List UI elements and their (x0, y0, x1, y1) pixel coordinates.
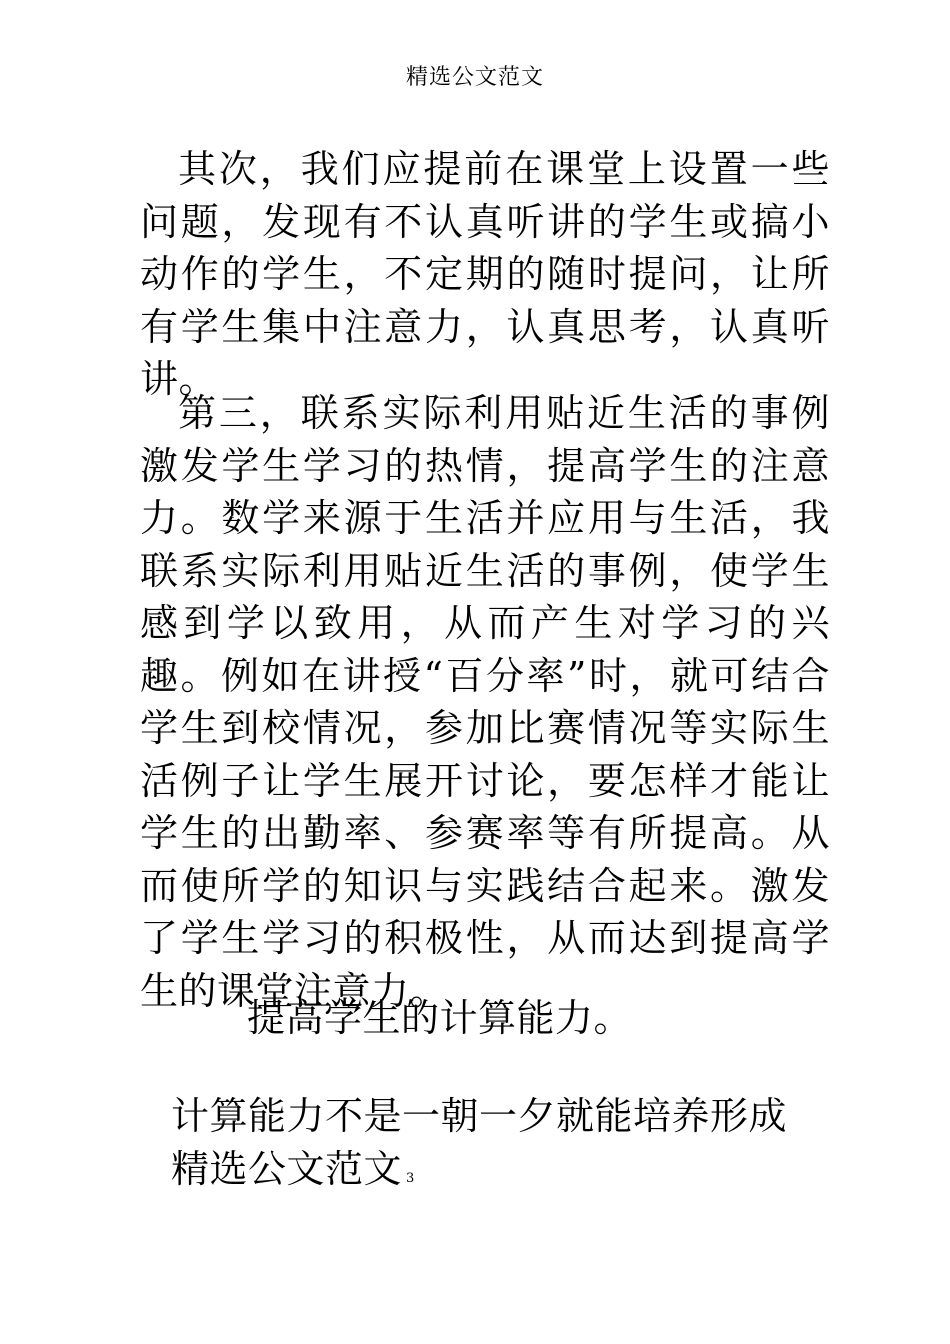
page-number: 3 (406, 1171, 415, 1186)
paragraph-questioning: 其次，我们应提前在课堂上设置一些问题，发现有不认真听讲的学生或搞小动作的学生，不定期的随时提问，让所有学生集中注意力，认真思考，认真听讲。 (140, 147, 830, 401)
page-header-title: 精选公文范文 (405, 65, 544, 90)
paragraph-real-life-examples: 第三，联系实际利用贴近生活的事例激发学生学习的热情，提高学生的注意力。数学来源于生活并应用与生活，我联系实际利用贴近生活的事例，使学生感到学以致用，从而产生对学习的兴趣。例如在讲授“百分率”时，就可结合学生到校情况，参加比赛情况等实际生活例子让学生展开讨论，要怎样才能让学生的出勤率、参赛率等有所提高。从而使所学的知识与实践结合起来。激发了学生学习的积极性，从而达到提高学生的课堂注意力。 (140, 391, 830, 1013)
footer-title: 精选公文范文 (171, 1147, 403, 1191)
section-heading: 提高学生的计算能力。 (247, 996, 633, 1040)
page-footer (171, 1143, 415, 1205)
paragraph-calculation-ability: 计算能力不是一朝一夕就能培养形成 (171, 1094, 788, 1138)
